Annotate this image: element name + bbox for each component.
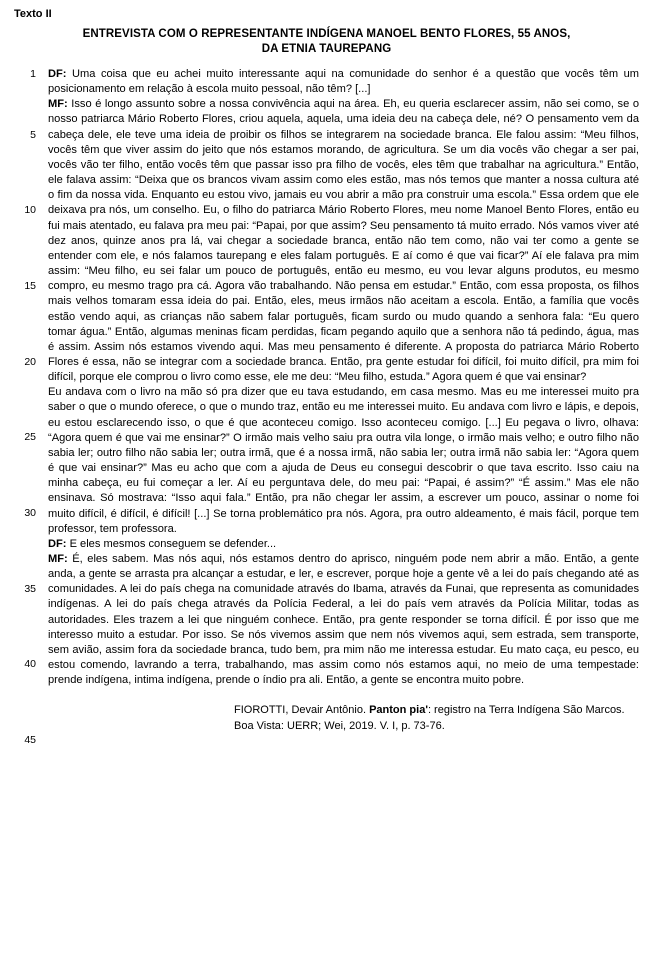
line-spacer bbox=[14, 309, 36, 324]
line-spacer bbox=[14, 446, 36, 461]
credit-author: FIOROTTI, Devair Antônio. bbox=[234, 704, 370, 717]
source-credit bbox=[48, 702, 639, 734]
speech-text: E eles mesmos conseguem se defender... bbox=[66, 537, 277, 550]
speaker-label: MF: bbox=[48, 553, 68, 565]
transcript-paragraph bbox=[48, 97, 639, 385]
line-spacer bbox=[14, 385, 36, 400]
line-spacer bbox=[14, 552, 36, 567]
line-spacer bbox=[14, 370, 36, 385]
line-spacer bbox=[14, 264, 36, 279]
speech-text: Uma coisa que eu achei muito interessante aqui na comunidade do senhor é a questão que vocês têm um posicionamento em relação à escola muito pessoal, não têm? [...] bbox=[48, 68, 639, 96]
line-spacer bbox=[14, 612, 36, 627]
credit-line-2: Boa Vista: UERR; Wei, 2019. V. I, p. 73-76. bbox=[234, 720, 445, 733]
speech-text: É, eles sabem. Mas nós aqui, nós estamos dentro do aprisco, ninguém pode nem abrir a mão. Então, a gente anda, a gente se arrasta pra alcançar a estudar, e ler, e escrever, porque hoje a gente vê a lei do país chegando até as comunidades. A lei do país chega na comunidade através do Ibama, através da Funai, que representa as comunidades indígenas. A lei do país chega através da Polícia Federal, a lei do país vem através da Polícia Militar, todas as autoridades. Eles trazem a lei que ninguém conhece. Então, pra gente responder se torna difícil. É por isso que me interesso muito a estudar. Por isso. Se nós vivemos assim que nem nós vivemos aqui, sem estrada, sem transporte, sem avião, assim fora da sociedade branca, tudo bem, pra mim não me interessa estudar. Eu mato caça, eu pesco, eu estou comendo, lavrando a terra, trabalhando, mas assim como nós estamos aqui, no meio de uma tempestade: prende indígena, intima indígena, prende o índio pra ali. Então, a gente se encontra muito pobre. bbox=[48, 553, 639, 687]
speech-text: Isso é longo assunto sobre a nossa convivência aqui na área. Eh, eu queria esclarecer assim, não sei como, se o nosso patriarca Mário Roberto Flores, criou aquela, aquela, uma ideia deu na cabeça dele, né? O pensamento vem da cabeça dele, ele teve uma ideia de proibir os filhos se integrarem na sociedade branca. Ele falou assim: “Meu filhos, vocês têm que viver assim do jeito que nós estamos morando, de agricultura. Se um dia vocês vão chegar a ser pai, vocês vão ter filho, então vocês têm que passar isso pra filho de vocês, eles têm que trabalhar na agricultura.” Então, ele falava assim: “Deixa que os brancos vivam assim como eles estão, mas nós temos que manter a nossa cultura até o fim da nossa vida. Enquanto eu estou vivo, jamais eu vou abrir a mão pra construir uma escola.” Essa ordem que ele deixava pra nós, um conselho. Eu, o filho do patriarca Mário Roberto Flores, meu nome Manoel Bento Flores, então eu fui mais atentado, eu falava pra meu pai: “Papai, por que assim? Seu pensamento tá muito errado. Nós vamos viver até dez anos, quinze anos pra lá, vai chegar a sociedade branca, então não tem como, não vai ter como a gente se entender com ele, e nós falamos taurepang e eles falam português. E aí como é que vai ficar?” Aí ele falava pra mim assim: “Meu filho, eu sei falar um pouco de português, então eu mesmo, eu vou levar alguns produtos, eu mesmo compro, eu mesmo trago pra cá. Agora vão trabalhando. Não pensa em estudar.” Então, com essa proposta, os filhos mais velhos tomaram essa ideia do pai. Então, eles, meus irmãos não aceitam a escola. Então, a família que vocês estão vendo aqui, as crianças não sabem falar português, ficam surdo ou mudo quando a senhora fala: “Eu quero tomar água.” Então, algumas meninas ficam perdidas, ficam pegando aquilo que a senhora não tá pedindo, água, mas é assim. Assim nós estamos vivendo aqui. Mas meu pensamento é diferente. A proposta do patriarca Mário Roberto Flores é essa, não se integrar com a sociedade branca. Então, pra gente estudar foi difícil, foi muito difícil, pra mim foi difícil, porque ele comprou o livro como esse, ele me deu: “Meu filho, estuda.” Agora quem é que vai ensinar? bbox=[48, 98, 639, 384]
speech-text: Eu andava com o livro na mão só pra dizer que eu tava estudando, em casa mesmo. Mas eu me interessei muito pra saber o que o mundo oferece, o que o mundo traz, então eu me interessei muito. Eu andava com livro e lápis, e depois, eu estou esclarecendo isso, o que é que aconteceu comigo. Isso aconteceu comigo. [...] Eu pegava o livro, olhava: “Agora quem é que vai me ensinar?” O irmão mais velho saiu pra outra vila longe, o irmão mais velho; e outro filho não sabia ler; outro filho não sabia ler; outra irmã, que é a nossa irmã, não sabia ler; outra irmã não sabia ler: “Agora quem é que vai ensinar?” Mas eu acho que com a ajuda de Deus eu consegui descobrir o que tava escrito. Isso caiu na minha cabeça, eu fui começar a ler. Aí eu perguntava dele, do meu pai: “Papai, é assim?” “É assim.” Mas ele não ensinava. Só mostrava: “Isso aqui fala.” Então, pra não chegar ler assim, a escrever um pouco, assinar o nome foi muito difícil, é difícil, é difícil! [...] Se torna problemático pra nós. Agora, pra outro aldeamento, é mais fácil, porque tem professor, tem professora. bbox=[48, 386, 639, 535]
texto-label: Texto II bbox=[14, 8, 52, 20]
line-spacer bbox=[14, 173, 36, 188]
line-spacer bbox=[14, 703, 36, 718]
line-spacer bbox=[14, 597, 36, 612]
line-spacer bbox=[14, 218, 36, 233]
line-spacer bbox=[14, 673, 36, 688]
line-spacer bbox=[14, 688, 36, 703]
line-spacer bbox=[14, 642, 36, 657]
page-title bbox=[14, 27, 639, 57]
line-number: 20 bbox=[24, 355, 36, 368]
line-spacer bbox=[14, 82, 36, 97]
line-number: 1 bbox=[30, 68, 36, 80]
title-line-2: DA ETNIA TAUREPANG bbox=[261, 43, 392, 55]
line-number: 35 bbox=[24, 582, 36, 595]
line-number: 30 bbox=[24, 507, 36, 520]
transcript-paragraph bbox=[48, 385, 639, 537]
line-spacer bbox=[14, 491, 36, 506]
line-spacer bbox=[14, 249, 36, 264]
line-spacer bbox=[14, 340, 36, 355]
line-spacer bbox=[14, 234, 36, 249]
line-spacer bbox=[14, 400, 36, 415]
speaker-label: DF: bbox=[48, 537, 67, 550]
line-spacer bbox=[14, 567, 36, 582]
line-number: 10 bbox=[24, 204, 36, 217]
line-spacer bbox=[14, 324, 36, 339]
transcript-paragraph bbox=[48, 537, 639, 552]
line-spacer bbox=[14, 627, 36, 642]
line-number: 15 bbox=[24, 279, 36, 292]
line-spacer bbox=[14, 476, 36, 491]
line-number: 40 bbox=[24, 658, 36, 671]
line-number: 5 bbox=[30, 128, 36, 141]
line-spacer bbox=[14, 718, 36, 733]
line-spacer bbox=[14, 112, 36, 127]
line-number: 45 bbox=[24, 734, 36, 747]
line-spacer bbox=[14, 461, 36, 476]
credit-work-title: Panton pia' bbox=[369, 704, 428, 717]
line-number: 25 bbox=[24, 431, 36, 444]
speaker-label: MF: bbox=[48, 98, 68, 111]
line-spacer bbox=[14, 143, 36, 158]
speaker-label: DF: bbox=[48, 68, 67, 80]
line-spacer bbox=[14, 521, 36, 536]
line-spacer bbox=[14, 188, 36, 203]
title-line-1: ENTREVISTA COM O REPRESENTANTE INDÍGENA MANOEL BENTO FLORES, 55 ANOS, bbox=[82, 28, 571, 40]
line-number-column bbox=[14, 67, 36, 748]
credit-line-1 bbox=[48, 702, 639, 718]
line-spacer bbox=[14, 294, 36, 309]
transcript-paragraph bbox=[48, 552, 639, 688]
transcript-paragraph bbox=[48, 67, 639, 97]
line-spacer bbox=[14, 536, 36, 551]
line-spacer bbox=[14, 158, 36, 173]
transcript-text-column bbox=[48, 67, 639, 688]
line-spacer bbox=[14, 415, 36, 430]
line-spacer bbox=[14, 97, 36, 112]
credit-subtitle: : registro na Terra Indígena São Marcos. bbox=[427, 704, 625, 717]
